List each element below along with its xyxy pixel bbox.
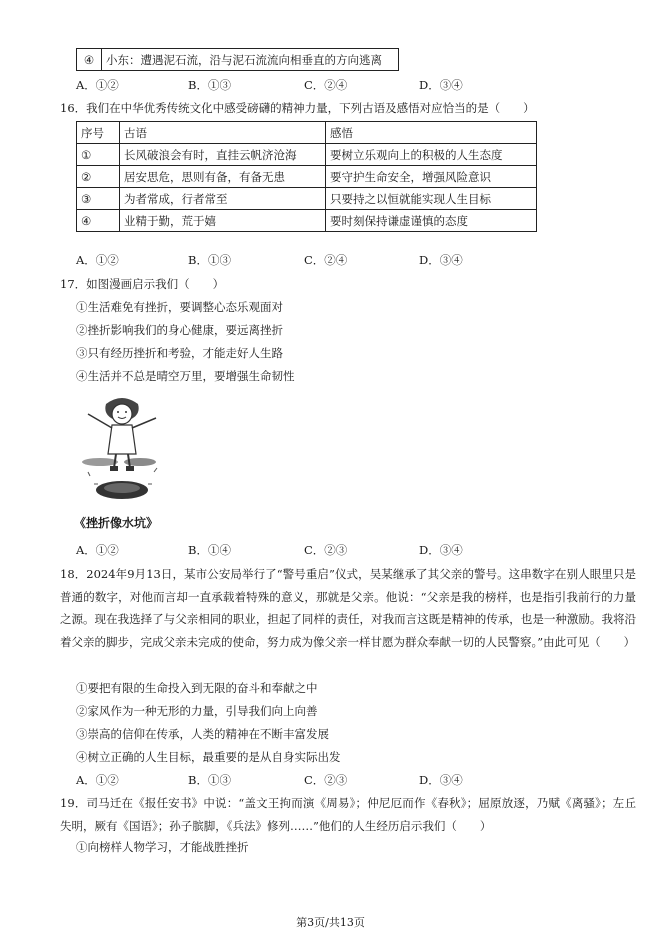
row-insight: 要时刻保持谦虚谨慎的态度 — [326, 210, 537, 232]
q18-item-3: ③崇高的信仰在传承，人类的精神在不断丰富发展 — [76, 727, 329, 741]
row-insight: 只要持之以恒就能实现人生目标 — [326, 188, 537, 210]
row-number: ③ — [77, 188, 120, 210]
option-d[interactable]: D．③④ — [419, 543, 463, 557]
q18-item-4: ④树立正确的人生目标，最重要的是从自身实际出发 — [76, 750, 341, 764]
row-saying: 居安思危，思则有备，有备无患 — [120, 166, 326, 188]
q17-item-4: ④生活并不总是晴空万里，要增强生命韧性 — [76, 369, 295, 383]
option-c[interactable]: C．②④ — [304, 253, 348, 267]
q17-item-1: ①生活难免有挫折，要调整心态乐观面对 — [76, 300, 283, 314]
option-a[interactable]: A．①② — [76, 543, 119, 557]
row-number: ② — [77, 166, 120, 188]
q15-options — [76, 77, 596, 93]
q18-options — [76, 772, 596, 788]
q19-stem: 19．司马迁在《报任安书》中说：“盖文王拘而演《周易》；仲尼厄而作《春秋》；屈原放逐，乃赋《离骚》；左丘失明，厥有《国语》；孙子膑脚，《兵法》修列……”他们的人生经历启示我们（ ） — [60, 796, 636, 833]
option-c[interactable]: C．②④ — [304, 78, 348, 92]
table-row — [77, 49, 399, 71]
header-insight: 感悟 — [326, 122, 537, 144]
table-row — [77, 144, 537, 166]
row-saying: 为者常成，行者常至 — [120, 188, 326, 210]
option-b[interactable]: B．①③ — [188, 78, 231, 92]
row-number: ① — [77, 144, 120, 166]
row-saying: 长风破浪会有时，直挂云帆济沧海 — [120, 144, 326, 166]
option-c[interactable]: C．②③ — [304, 773, 348, 787]
row-insight: 要守护生命安全，增强风险意识 — [326, 166, 537, 188]
option-a[interactable]: A．①② — [76, 253, 119, 267]
row-number: ④ — [77, 49, 102, 71]
row-number: ④ — [77, 210, 120, 232]
q18-stem: 18．2024年9月13日，某市公安局举行了“警号重启”仪式，吴某继承了其父亲的警号。这串数字在别人眼里只是普通的数字，对他而言却一直承载着特殊的意义，那就是父亲。他说：“父亲是我的榜样，也是指引我前行的力量之源。现在我选择了与父亲相同的职业，担起了同样的责任，对我而言这既是精神的传承，也是一种激励。我将沿着父亲的脚步，完成父亲未完成的使命，努力成为像父亲一样甘愿为群众奉献一切的人民警察。”由此可见（ ） — [60, 567, 636, 649]
q17-item-3: ③只有经历挫折和考验，才能走好人生路 — [76, 346, 283, 360]
q16-options — [76, 252, 596, 268]
q18-item-2: ②家风作为一种无形的力量，引导我们向上向善 — [76, 704, 318, 718]
q15-table — [76, 48, 399, 71]
q19-item-1: ①向榜样人物学习，才能战胜挫折 — [76, 840, 249, 854]
option-c[interactable]: C．②③ — [304, 543, 348, 557]
row-saying: 业精于勤，荒于嬉 — [120, 210, 326, 232]
row-text: 小东：遭遇泥石流，沿与泥石流流向相垂直的方向逃离 — [102, 49, 399, 71]
option-b[interactable]: B．①④ — [188, 543, 231, 557]
table-row — [77, 188, 537, 210]
q18-item-1: ①要把有限的生命投入到无限的奋斗和奉献之中 — [76, 681, 318, 695]
option-d[interactable]: D．③④ — [419, 253, 463, 267]
q16-stem: 16．我们在中华优秀传统文化中感受磅礴的精神力量，下列古语及感悟对应恰当的是（ ） — [60, 101, 535, 115]
header-number: 序号 — [77, 122, 120, 144]
cartoon-caption: 《挫折像水坑》 — [74, 516, 159, 530]
header-saying: 古语 — [120, 122, 326, 144]
option-a[interactable]: A．①② — [76, 773, 119, 787]
row-insight: 要树立乐观向上的积极的人生态度 — [326, 144, 537, 166]
table-row — [77, 166, 537, 188]
table-row — [77, 210, 537, 232]
table-header-row — [77, 122, 537, 144]
q17-options — [76, 542, 596, 558]
q17-stem: 17．如图漫画启示我们（ ） — [60, 277, 225, 291]
option-b[interactable]: B．①③ — [188, 773, 231, 787]
cartoon-illustration — [78, 392, 168, 504]
option-d[interactable]: D．③④ — [419, 773, 463, 787]
page-footer: 第3页/共13页 — [296, 916, 365, 929]
q16-table — [76, 121, 537, 232]
option-a[interactable]: A．①② — [76, 78, 119, 92]
option-b[interactable]: B．①③ — [188, 253, 231, 267]
option-d[interactable]: D．③④ — [419, 78, 463, 92]
q17-item-2: ②挫折影响我们的身心健康，要远离挫折 — [76, 323, 283, 337]
